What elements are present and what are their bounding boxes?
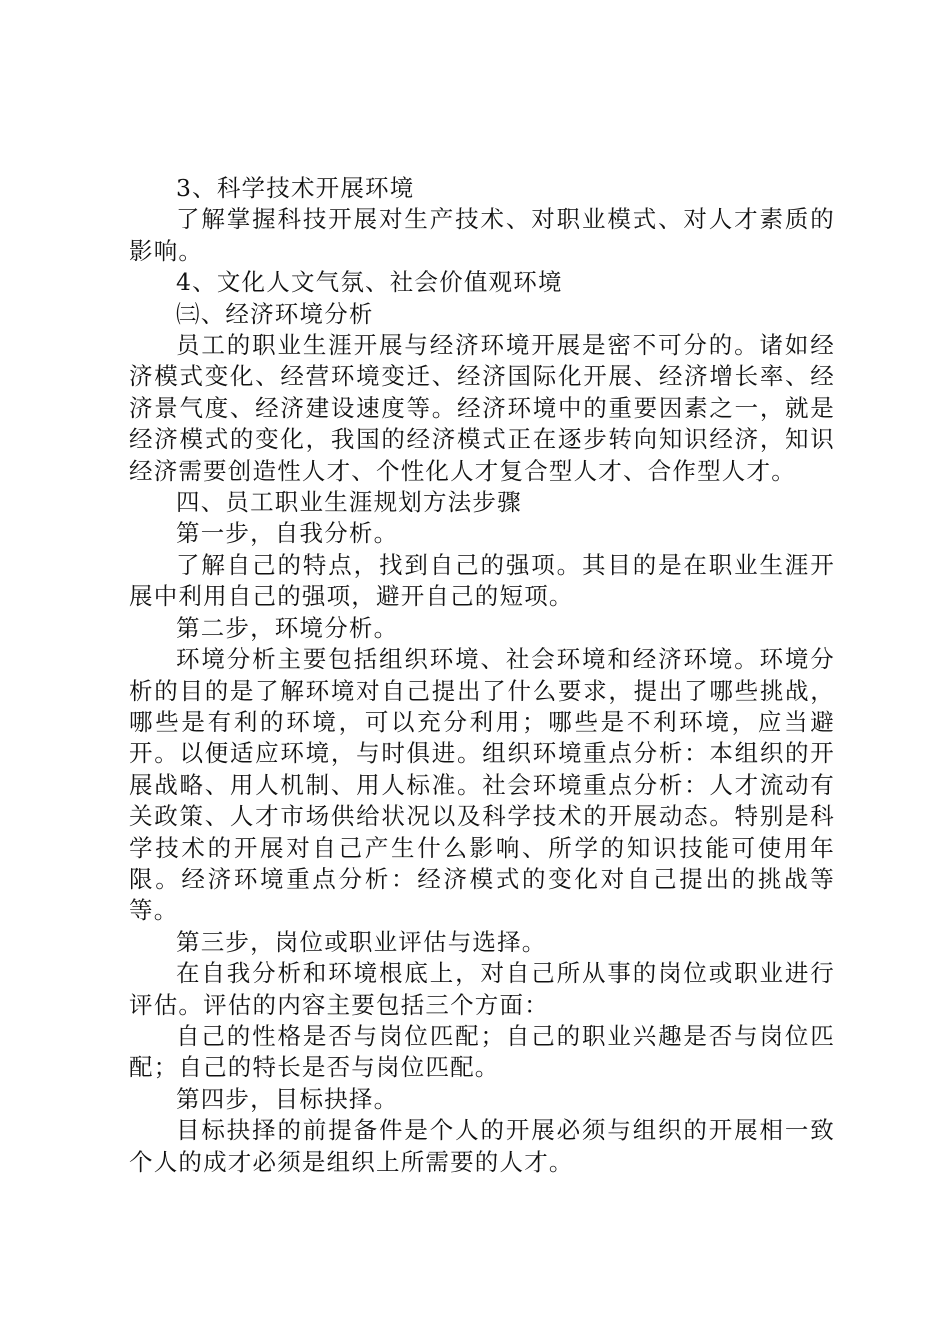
paragraph-step-four: 目标抉择的前提备件是个人的开展必须与组织的开展相一致个人的成才必须是组织上所需要的人才。 bbox=[129, 1116, 835, 1176]
document-page bbox=[129, 173, 835, 1178]
paragraph-science-tech-impact: 了解掌握科技开展对生产技术、对职业模式、对人才素质的影响。 bbox=[129, 205, 835, 265]
paragraph-step-one: 了解自己的特点，找到自己的强项。其目的是在职业生涯开展中利用自己的强项，避开自己的短项。 bbox=[129, 550, 835, 611]
paragraph-economic-environment: 员工的职业生涯开展与经济环境开展是密不可分的。诸如经济模式变化、经营环境变迁、经济国际化开展、经济增长率、经济景气度、经济建设速度等。经济环境中的重要因素之一，就是经济模式的变化，我国的经济模式正在逐步转向知识经济，知识经济需要创造性人才、个性化人才复合型人才、合作型人才。 bbox=[129, 331, 835, 485]
heading-career-planning-steps: 四、员工职业生涯规划方法步骤 bbox=[176, 488, 522, 517]
heading-step-three: 第三步，岗位或职业评估与选择。 bbox=[176, 927, 547, 956]
heading-step-four: 第四步，目标抉择。 bbox=[176, 1084, 399, 1113]
paragraph-step-two: 环境分析主要包括组织环境、社会环境和经济环境。环境分析的目的是了解环境对自己提出了什么要求，提出了哪些挑战，哪些是有利的环境，可以充分利用；哪些是不利环境，应当避开。以便适应环境，与时俱进。组织环境重点分析：本组织的开展战略、用人机制、用人标准。社会环境重点分析：人才流动有关政策、人才市场供给状况以及科学技术的开展动态。特别是科学技术的开展对自己产生什么影响、所学的知识技能可使用年限。经济环境重点分析：经济模式的变化对自己提出的挑战等等。 bbox=[129, 645, 835, 925]
paragraph-step-three-criteria: 自己的性格是否与岗位匹配；自己的职业兴趣是否与岗位匹配；自己的特长是否与岗位匹配。 bbox=[129, 1021, 835, 1082]
heading-step-two: 第二步，环境分析。 bbox=[176, 613, 399, 642]
heading-culture-values-environment: 4、文化人文气氛、社会价值观环境 bbox=[176, 268, 563, 297]
heading-science-tech-environment: 3、科学技术开展环境 bbox=[176, 174, 415, 202]
paragraph-step-three: 在自我分析和环境根底上，对自己所从事的岗位或职业进行评估。评估的内容主要包括三个方面： bbox=[129, 959, 835, 1019]
heading-step-one: 第一步，自我分析。 bbox=[176, 519, 399, 548]
heading-economic-environment-analysis: ㈢、经济环境分析 bbox=[176, 299, 374, 328]
